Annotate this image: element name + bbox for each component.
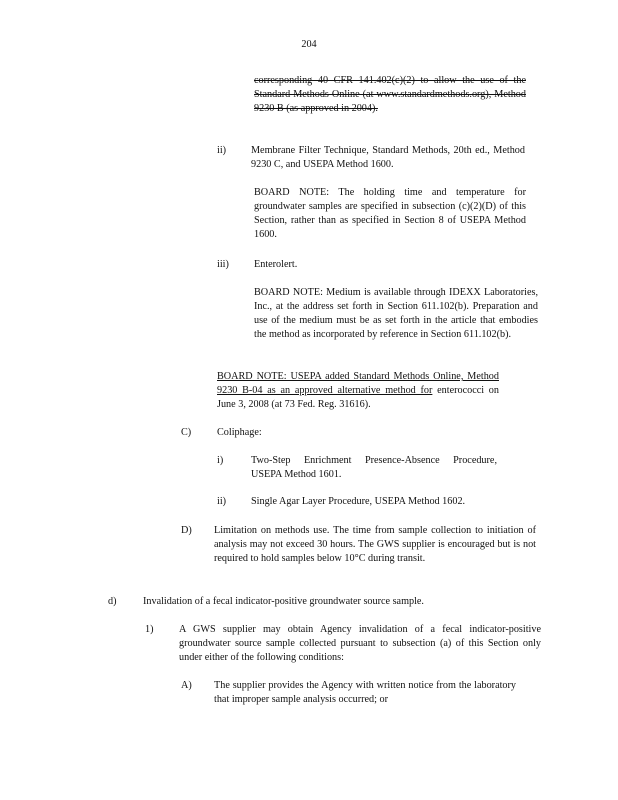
item-1-text: A GWS supplier may obtain Agency invalidation of a fecal indicator-positive groundwater source sample collected pursuant to subsection (a) of this Section only under either of the following conditions: <box>179 624 541 663</box>
item-C-ii-marker: ii) <box>217 496 227 507</box>
item-iii-marker: iii) <box>217 259 229 270</box>
item-D-text: Limitation on methods use. The time from sample collection to initiation of analysis may not exceed 30 hours. The GWS supplier is encouraged but is not required to hold samples below 10°C during transit. <box>214 525 536 564</box>
item-ii-board-note: BOARD NOTE: The holding time and temperature for groundwater samples are specified in subsection (c)(2)(D) of this Section, rather than as specified in Section 8 of USEPA Method 1600. <box>254 187 526 240</box>
item-C-i-text: Two-Step Enrichment Presence-Absence Procedure, USEPA Method 1601. <box>251 455 497 480</box>
item-1A-text: The supplier provides the Agency with written notice from the laboratory that improper sample analysis occurred; or <box>214 680 516 705</box>
item-ii-text: Membrane Filter Technique, Standard Methods, 20th ed., Method 9230 C, and USEPA Method 1600. <box>251 145 525 170</box>
inserted-note-plain: enterococci on June 3, 2008 (at 73 Fed. Reg. 31616). <box>217 385 499 410</box>
item-ii-marker: ii) <box>217 145 227 156</box>
item-iii-text: Enterolert. <box>254 259 298 270</box>
item-1A-marker: A) <box>181 680 192 691</box>
item-C-label: Coliphage: <box>217 427 262 438</box>
deleted-text: corresponding 40 CFR 141.402(c)(2) to allow the use of the Standard Methods Online (at www.standardmethods.org), Method 9230 B (as approved in 2004). <box>254 75 526 114</box>
item-C-marker: C) <box>181 427 192 438</box>
section-d-heading: Invalidation of a fecal indicator-positive groundwater source sample. <box>143 596 424 607</box>
item-C-i-marker: i) <box>217 455 224 466</box>
page-number: 204 <box>301 39 317 50</box>
item-D-marker: D) <box>181 525 192 536</box>
item-iii-board-note: BOARD NOTE: Medium is available through IDEXX Laboratories, Inc., at the address set forth in Section 611.102(b). Preparation and use of the medium must be as set forth in the article that embodies the method as incorporated by reference in Section 611.102(b). <box>254 287 538 340</box>
item-1-marker: 1) <box>145 624 154 635</box>
section-d-marker: d) <box>108 596 117 607</box>
inserted-note-underlined: BOARD NOTE: USEPA added Standard Methods Online, Method 9230 B-04 as an approved alternative method for <box>217 371 499 396</box>
item-C-ii-text: Single Agar Layer Procedure, USEPA Method 1602. <box>251 496 466 507</box>
inserted-board-note <box>217 370 499 412</box>
